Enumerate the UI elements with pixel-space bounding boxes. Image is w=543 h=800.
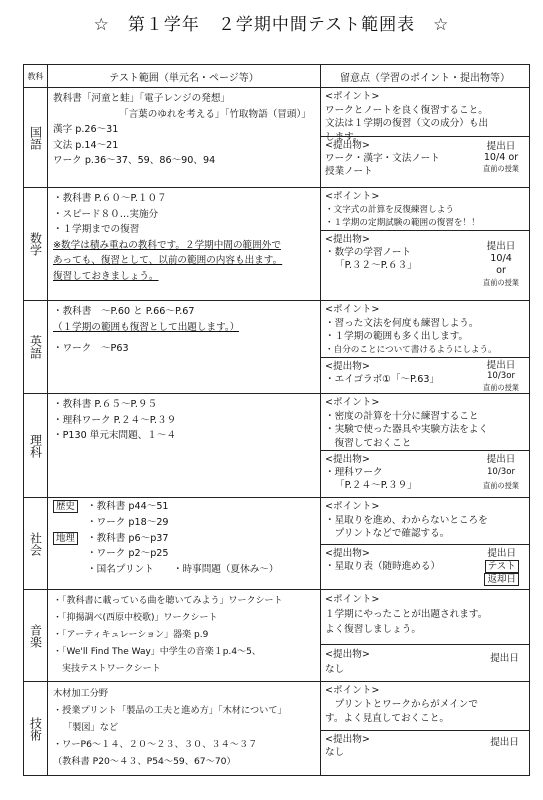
subject-cell xyxy=(24,590,48,682)
subject-ongaku: 音楽 xyxy=(28,623,43,648)
notes-cell xyxy=(321,88,530,188)
range-line: ・１学期までの復習 xyxy=(53,224,140,236)
notes-cell xyxy=(321,682,530,776)
history-group xyxy=(53,499,316,515)
due-value: 10/3or xyxy=(486,371,516,381)
point-label: <ポイント> xyxy=(325,501,380,512)
notes-cell xyxy=(321,188,530,301)
range-line: ・ワーク p2～p25 xyxy=(87,548,169,560)
due-note: 直前の授業 xyxy=(483,164,519,173)
range-cell xyxy=(48,394,321,498)
subject-kokugo: 国語 xyxy=(28,125,43,150)
due-date xyxy=(490,737,519,748)
submission-label: <提出物> xyxy=(325,649,370,660)
point-line: ・文字式の計算を反復練習しよう xyxy=(325,204,454,215)
point-line: １学期にやったことが出題されます。 xyxy=(325,609,488,620)
row-eigo xyxy=(24,301,530,394)
range-line: ・「We'll Find The Way」中学生の音楽１p.4～5、 xyxy=(53,647,261,657)
submission-label: <提出物> xyxy=(325,454,370,465)
history-tag-wrap xyxy=(53,499,87,515)
notes-cell xyxy=(321,301,530,394)
due-value: 10/4 or xyxy=(483,152,519,163)
header-row xyxy=(24,65,530,88)
point-line: ・１学期の範囲も多く出します。 xyxy=(325,331,469,343)
point-line: ・自分のことについて書けるようにしよう。 xyxy=(325,344,497,355)
submission-item: なし xyxy=(325,747,345,758)
range-cell xyxy=(48,301,321,394)
range-line: ・「教科書に載っている曲を聴いてみよう」ワークシート xyxy=(53,596,283,606)
range-cell xyxy=(48,498,321,590)
point-line: 復習しておくこと xyxy=(325,437,412,449)
header-notes: 留意点（学習のポイント・提出物等） xyxy=(321,65,530,88)
point-block xyxy=(321,188,529,230)
subject-cell xyxy=(24,394,48,498)
range-line: （教科書 P20～４３、P54～59、67～70） xyxy=(53,756,236,767)
point-label: <ポイント> xyxy=(325,91,380,102)
due-value: 10/4 xyxy=(490,253,512,264)
header-range: テスト範囲（単元名・ページ等） xyxy=(48,65,321,88)
due-date xyxy=(483,453,519,492)
point-line: ・習った文法を何度も練習しよう。 xyxy=(325,317,479,329)
point-line: ワークとノートを良く復習すること。 xyxy=(325,104,488,116)
point-label: <ポイント> xyxy=(325,594,380,605)
due-label: 提出日 xyxy=(486,360,516,371)
notes-cell xyxy=(321,394,530,498)
point-label: <ポイント> xyxy=(325,397,380,408)
submission-block xyxy=(321,730,529,775)
submission-item: 「P.３２～P.６３」 xyxy=(335,260,417,271)
range-line: 「言葉のゆれを考える」「竹取物語（冒頭）」 xyxy=(119,108,311,120)
geography-tag: 地理 xyxy=(53,532,78,545)
submission-block xyxy=(321,357,529,393)
point-block xyxy=(321,301,529,357)
due-label: 提出日 xyxy=(490,737,519,748)
range-cell xyxy=(48,88,321,188)
range-line: ・「抑揚調べ(西原中校歌)」ワークシート xyxy=(53,613,218,623)
range-line: ・「アーティキュレーション」器楽 p.9 xyxy=(53,630,209,640)
due-date xyxy=(490,653,519,664)
due-note: 直前の授業 xyxy=(483,481,519,490)
point-line: ・星取りを進め、わからないところを xyxy=(325,514,488,526)
notes-cell xyxy=(321,498,530,590)
point-line: プリントなどで確認する。 xyxy=(325,528,450,540)
point-label: <ポイント> xyxy=(325,685,380,696)
subject-gijutsu: 技術 xyxy=(28,716,43,741)
submission-block xyxy=(321,450,529,497)
due-label: 提出日 xyxy=(487,548,517,559)
range-line: ・ワーP6～１４、２０～２３、３０、３４～３７ xyxy=(53,739,258,750)
range-line: 木材加工分野 xyxy=(53,688,109,699)
submission-item: 「P.２４～P.３９」 xyxy=(335,480,417,491)
range-line: 教科書「河童と蛙」「電子レンジの発想」 xyxy=(53,93,231,104)
subject-shakai: 社会 xyxy=(28,531,43,556)
submission-label: <提出物> xyxy=(325,548,370,559)
due-date xyxy=(483,141,519,174)
point-block xyxy=(321,498,529,544)
row-ongaku xyxy=(24,590,530,682)
subject-cell xyxy=(24,301,48,394)
due-label: 提出日 xyxy=(486,141,516,152)
point-line: します。 xyxy=(325,131,363,143)
submission-label: <提出物> xyxy=(325,361,370,372)
point-block xyxy=(321,590,529,644)
range-note: 復習しておきましょう。 xyxy=(53,270,159,282)
due-test-box: テスト xyxy=(485,560,519,573)
point-line: ・密度の計算を十分に練習すること xyxy=(325,410,479,422)
range-line: ・ワーク p18～29 xyxy=(87,516,169,528)
point-line: す。よく見直しておくこと。 xyxy=(325,713,449,724)
due-value: 10/3or xyxy=(486,467,516,477)
range-note: ※数学は積み重ねの教科です。２学期中間の範囲外で xyxy=(53,239,281,251)
subject-cell xyxy=(24,498,48,590)
range-line: 「製図」など xyxy=(63,722,119,733)
point-label: <ポイント> xyxy=(325,304,380,315)
subject-cell xyxy=(24,682,48,776)
range-line: 実技テストワークシート xyxy=(53,664,161,674)
range-cell xyxy=(48,682,321,776)
range-line: ・ワーク ～P63 xyxy=(53,342,129,354)
row-shakai xyxy=(24,498,530,590)
submission-block xyxy=(321,230,529,300)
range-line: ワーク p.36～37、59、86～90、94 xyxy=(53,155,216,167)
subject-cell xyxy=(24,188,48,301)
point-line: 文法は１学期の復習（文の成分）も出 xyxy=(325,118,489,130)
point-label: <ポイント> xyxy=(325,191,380,202)
submission-label: <提出物> xyxy=(325,140,370,151)
due-date xyxy=(483,360,519,393)
point-block xyxy=(321,394,529,450)
range-line: ・教科書 P.６５～P.９５ xyxy=(53,399,158,410)
range-note: （１学期の範囲も復習として出題します。） xyxy=(53,321,240,333)
range-line: ・教科書 p6～p37 xyxy=(87,532,169,544)
due-date xyxy=(483,241,519,289)
point-line: よく復習しましょう。 xyxy=(325,624,421,635)
due-note: 直前の授業 xyxy=(483,383,519,392)
submission-item: ・理科ワーク xyxy=(325,467,383,478)
due-note: 直前の授業 xyxy=(483,278,519,287)
range-line: ・スピード８０…実施分 xyxy=(53,208,159,220)
submission-block xyxy=(321,544,529,589)
point-block xyxy=(321,682,529,730)
due-return-box: 返却日 xyxy=(484,573,519,586)
range-line: ・教科書 p44～51 xyxy=(87,501,169,512)
submission-block xyxy=(321,644,529,681)
submission-item: ・星取り表（随時進める） xyxy=(325,561,441,572)
range-line: 文法 p.14～21 xyxy=(53,139,119,151)
submission-item: ワーク・漢字・文法ノート xyxy=(325,153,440,164)
row-sugaku xyxy=(24,188,530,301)
due-label: 提出日 xyxy=(486,454,516,465)
range-line: ・P130 単元末問題、１～４ xyxy=(53,430,177,442)
subject-cell xyxy=(24,88,48,188)
range-line: 漢字 p.26～31 xyxy=(53,124,119,136)
range-line: ・教科書 ～P.60 と P.66～P.67 xyxy=(53,306,195,317)
test-range-table xyxy=(23,64,530,776)
subject-rika: 理科 xyxy=(28,433,43,458)
range-note: あっても、復習として、以前の範囲の内容も出ます。 xyxy=(53,255,283,267)
range-line: ・国名プリント ・時事問題（夏休み～） xyxy=(87,564,279,576)
range-cell xyxy=(48,590,321,682)
submission-label: <提出物> xyxy=(325,234,370,245)
row-kokugo xyxy=(24,88,530,188)
range-line: ・教科書 P.６０～P.１０７ xyxy=(53,193,167,204)
header-subject: 教科 xyxy=(24,65,48,88)
geography-tag-wrap xyxy=(53,531,87,547)
submission-item: なし xyxy=(325,664,345,675)
point-line: プリントとワークからがメインで xyxy=(325,699,478,710)
point-line: ・実験で使った器具や実験方法をよく xyxy=(325,424,489,436)
point-block xyxy=(321,88,529,143)
due-date xyxy=(484,548,519,586)
row-rika xyxy=(24,394,530,498)
due-label: 提出日 xyxy=(490,653,519,664)
submission-label: <提出物> xyxy=(325,734,370,745)
page-title: ☆ 第１学年 ２学期中間テスト範囲表 ☆ xyxy=(93,15,450,35)
range-cell xyxy=(48,188,321,301)
submission-block xyxy=(321,136,529,182)
range-line: ・理科ワーク P.２４～P.３９ xyxy=(53,414,177,426)
point-line: ・１学期の定期試験の範囲の復習を！！ xyxy=(325,218,480,229)
due-or: or xyxy=(496,265,506,276)
subject-sugaku: 数学 xyxy=(28,232,43,256)
geography-group xyxy=(53,531,316,547)
submission-item: ・数学の学習ノート xyxy=(325,247,412,258)
notes-cell xyxy=(321,590,530,682)
history-tag: 歴史 xyxy=(53,500,78,513)
submission-item: ・エイゴラボ①「～P.63」 xyxy=(325,374,440,385)
subject-eigo: 英語 xyxy=(28,335,43,359)
range-line: ・授業プリント「製品の工夫と進め方」「木材について」 xyxy=(53,705,287,716)
submission-item: 授業ノート xyxy=(325,166,373,177)
due-label: 提出日 xyxy=(486,241,516,252)
row-gijutsu xyxy=(24,682,530,776)
